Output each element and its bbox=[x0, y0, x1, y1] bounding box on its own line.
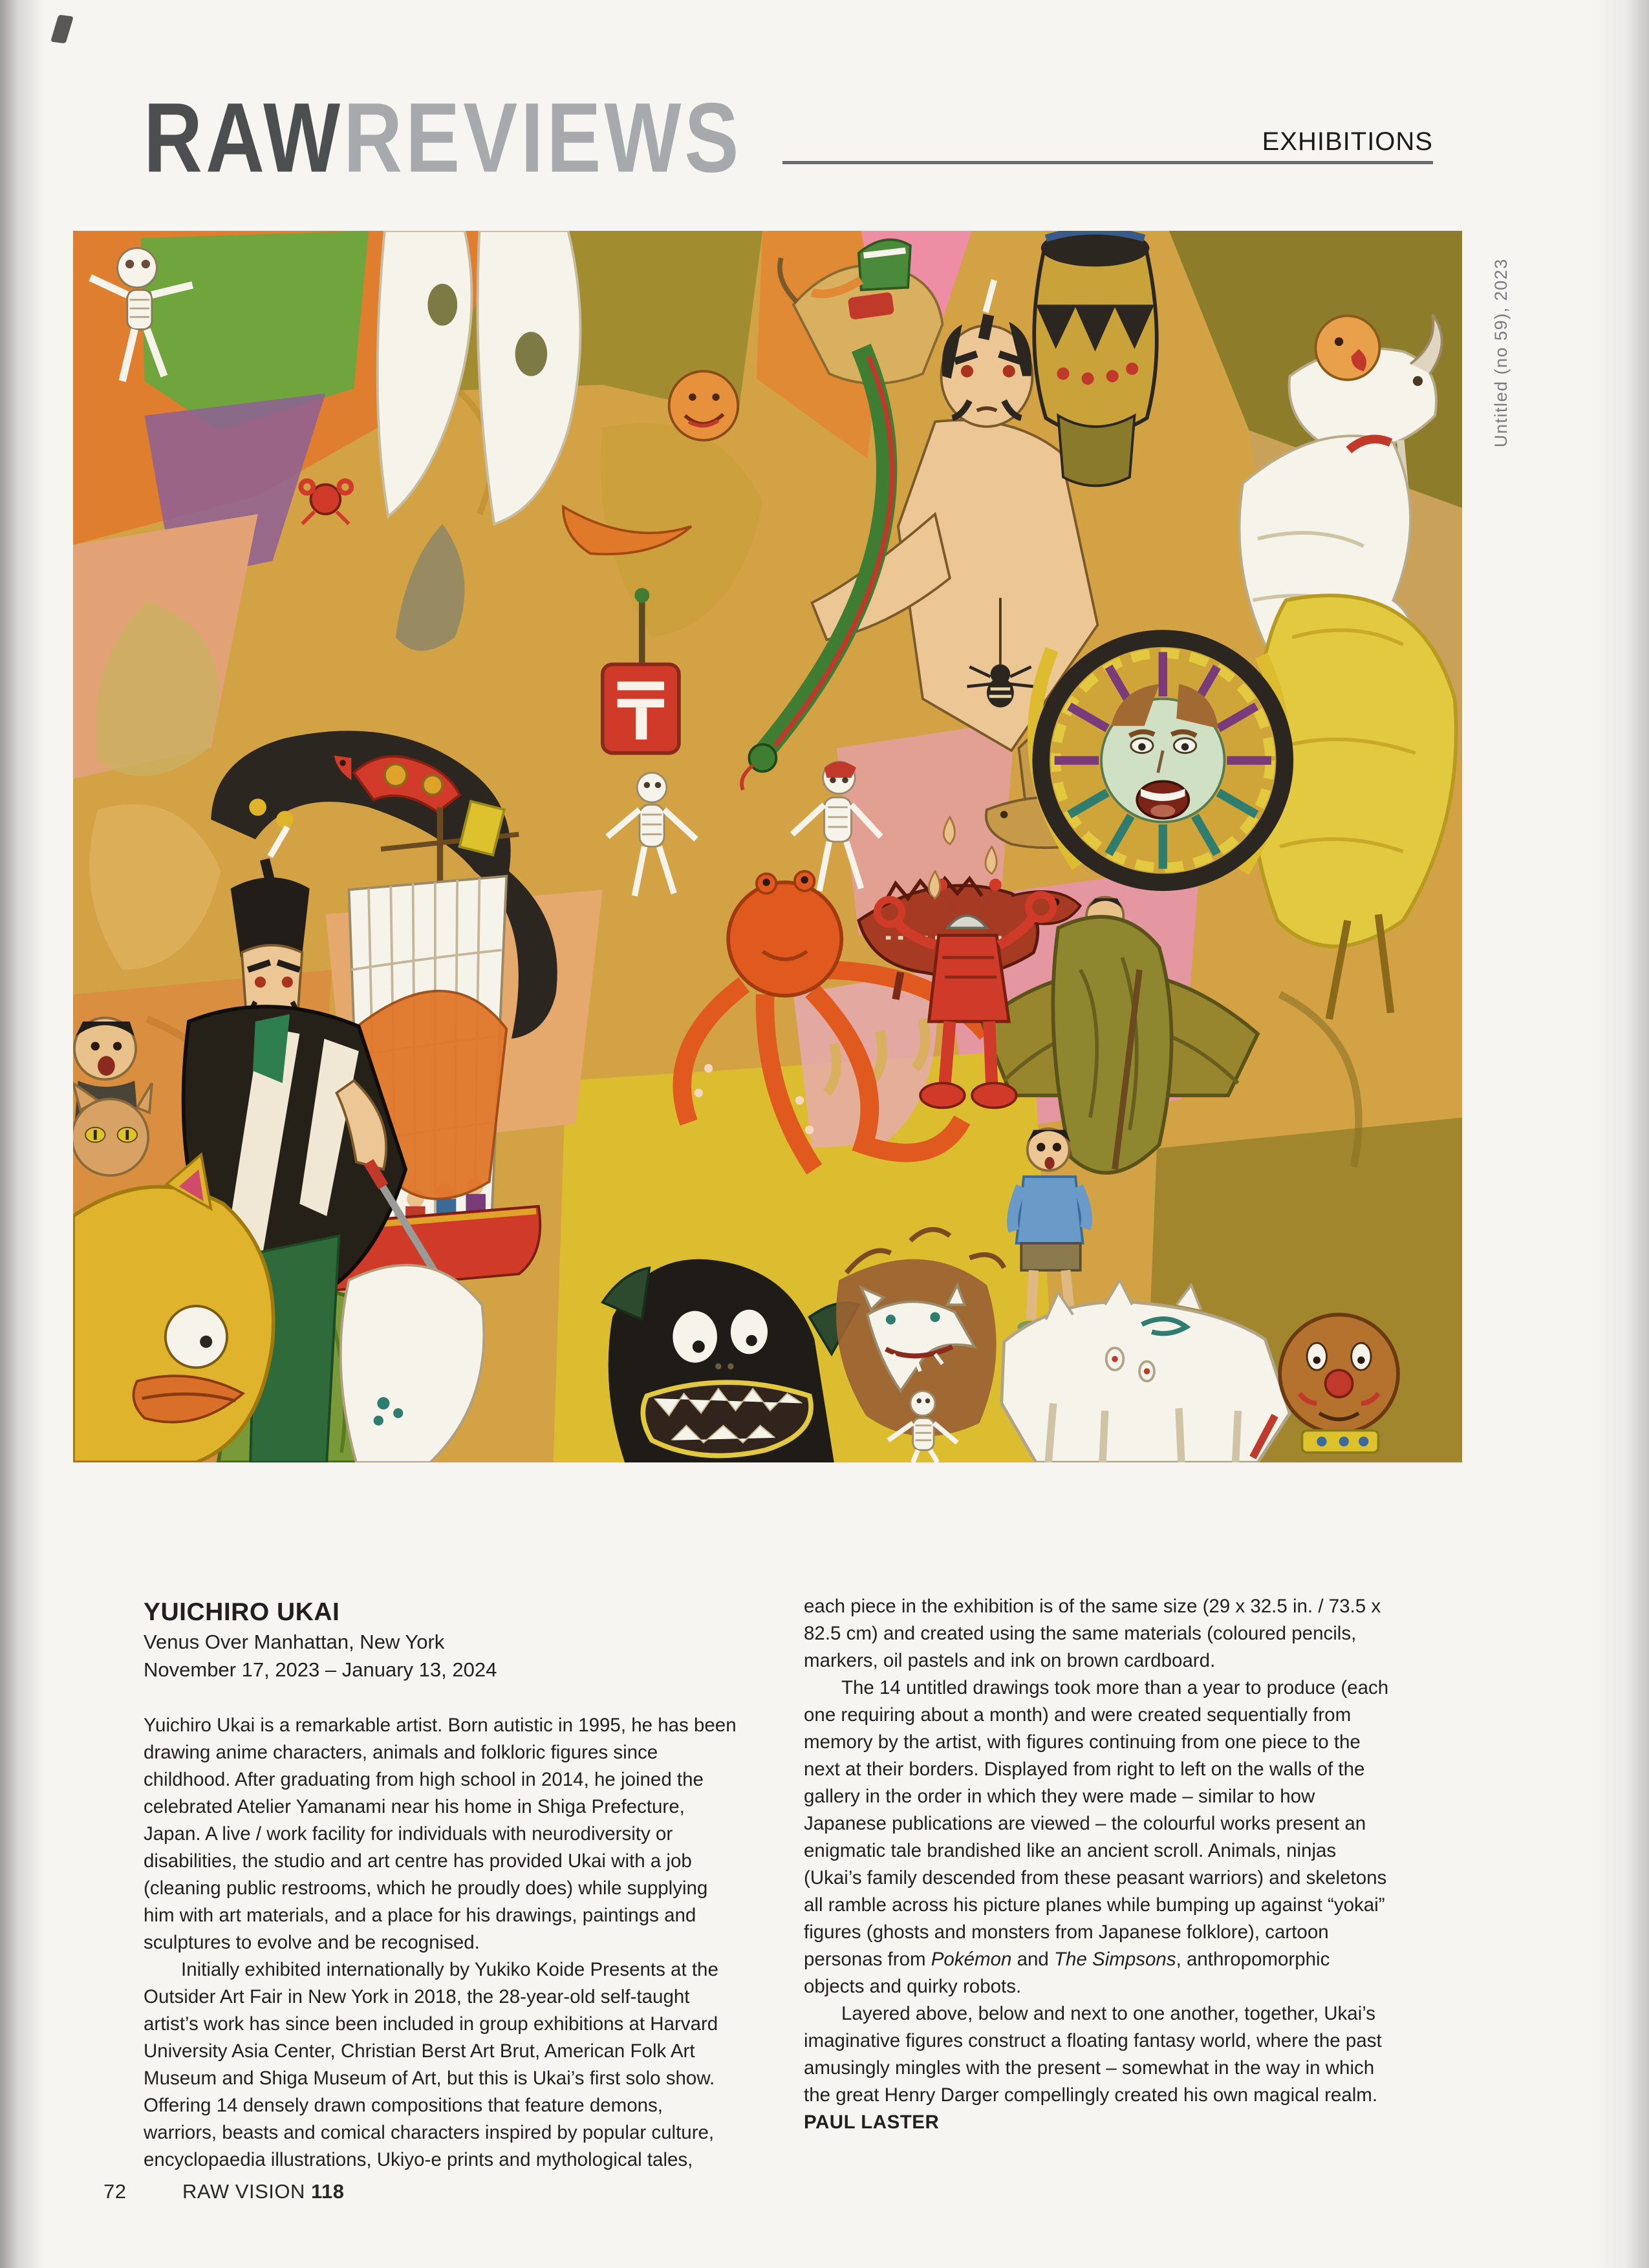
exhibition-venue: Venus Over Manhattan, New York bbox=[144, 1631, 445, 1653]
section-masthead bbox=[144, 81, 742, 193]
header-rule bbox=[782, 161, 1433, 164]
title-pokemon: Pokémon bbox=[931, 1949, 1012, 1970]
page-footer bbox=[103, 2180, 345, 2203]
magazine-name: RAW VISION bbox=[182, 2180, 305, 2203]
artist-name: YUICHIRO UKAI bbox=[144, 1598, 340, 1626]
artwork-image bbox=[73, 231, 1462, 1462]
page-number: 72 bbox=[103, 2180, 127, 2203]
paragraph-3: each piece in the exhibition is of the same size (29 x 32.5 in. / 73.5 x 82.5 cm) and created using the same materials (coloured pencils, markers, oil pastels and ink on brown cardboard. bbox=[804, 1596, 1381, 1671]
masthead-reviews: REVIEWS bbox=[343, 81, 742, 193]
paragraph-1: Yuichiro Ukai is a remarkable artist. Born autistic in 1995, he has been drawing anime characters, animals and folkloric figures since childhood. After graduating from high school in 2014, he joined the celebrated Atelier Yamanami near his home in Shiga Prefecture, Japan. A live / work facility for individuals with neurodiversity or disabilities, the studio and art centre has provided Ukai with a job (cleaning public restrooms, which he proudly does) while supplying him with art materials, and a place for his drawings, paintings and sculptures to evolve and be recognised. bbox=[144, 1715, 737, 1953]
article-column-right bbox=[804, 1593, 1390, 2136]
scan-artifact bbox=[50, 15, 74, 44]
paragraph-2: Initially exhibited internationally by Yukiko Koide Presents at the Outsider Art Fair in New York in 2018, the 28-year-old self-taught artist’s work has since been included in group exhibitions at Harvard University Asia Center, Christian Berst Art Brut, American Folk Art Museum and Shiga Museum of Art, but this is Ukai’s first solo show. Offering 14 densely drawn compositions that feature demons, warriors, beasts and comical characters inspired by popular culture, encyclopaedia illustrations, Ukiyo-e prints and mythological tales, bbox=[144, 1959, 718, 2170]
page-edge-shadow bbox=[1591, 0, 1649, 2268]
paragraph-4-joiner: and bbox=[1011, 1949, 1055, 1970]
artwork-caption: Untitled (no 59), 2023 bbox=[1491, 258, 1511, 447]
paragraph-4-text: The 14 untitled drawings took more than a year to produce (each one requiring about a month) and were created sequentially from memory by the artist, with figures continuing from one piece to the next at their borders. Displayed from right to left on the walls of the gallery in the order in which they were made – similar to how Japanese publications are viewed – the colourful works present an enigmatic tale brandished like an ancient scroll. Animals, ninjas (Ukai’s family descended from these peasant warriors) and skeletons all ramble across his picture planes while bumping up against “yokai” figures (ghosts and monsters from Japanese folklore), cartoon personas from bbox=[804, 1677, 1389, 1970]
paragraph-4-end: , anthropomorphic objects and quirky robots. bbox=[804, 1949, 1330, 1997]
masthead-raw: RAW bbox=[144, 81, 344, 193]
paragraph-5: Layered above, below and next to one another, together, Ukai’s imaginative figures construct a floating fantasy world, where the past amusingly mingles with the present – somewhat in the way in which the great Henry Darger compellingly created his own magical realm. bbox=[804, 2003, 1382, 2106]
title-simpsons: The Simpsons bbox=[1054, 1949, 1176, 1970]
page-gutter-shadow bbox=[0, 0, 45, 2268]
byline: PAUL LASTER bbox=[804, 2112, 940, 2133]
sun-wheel-face bbox=[1032, 630, 1293, 891]
exhibition-dates: November 17, 2023 – January 13, 2024 bbox=[144, 1658, 497, 1681]
section-label: EXHIBITIONS bbox=[1262, 127, 1433, 156]
paragraph-4 bbox=[804, 1674, 1390, 2000]
article-column-left bbox=[144, 1597, 737, 2174]
orange-grinning-face bbox=[669, 371, 738, 440]
artwork-illustration bbox=[73, 231, 1462, 1462]
issue-number: 118 bbox=[311, 2180, 345, 2203]
